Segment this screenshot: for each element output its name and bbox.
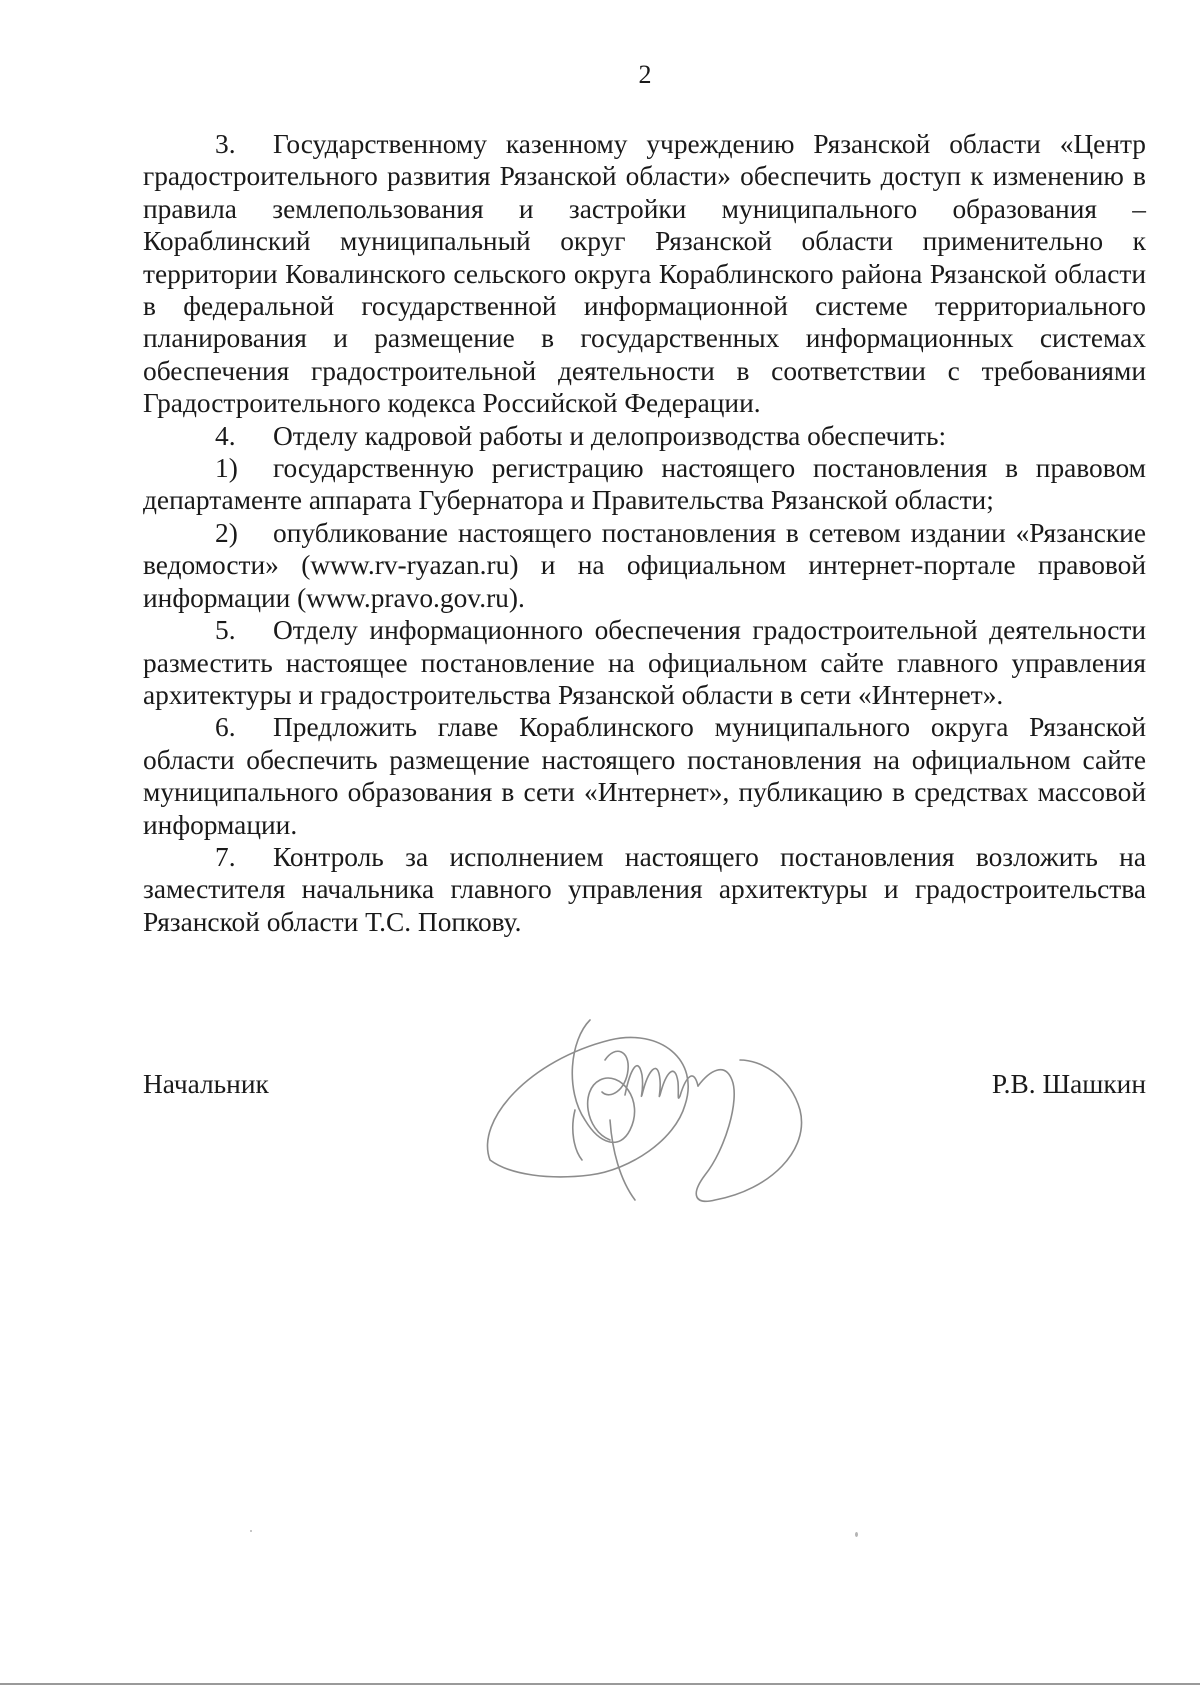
scan-speck <box>250 1530 252 1532</box>
paragraph-number: 3. <box>215 129 236 159</box>
paragraph-number: 5. <box>215 615 236 646</box>
scan-speck <box>855 1532 858 1537</box>
subitem-number: 1) <box>215 453 238 484</box>
subitem-text: государственную регистрацию настоящего постановления в правовом департаменте аппарата Губернатора и Правительства Рязанской области; <box>143 453 1146 516</box>
subitem-2 <box>143 517 1146 614</box>
handwritten-signature <box>470 1000 910 1210</box>
paragraph-number: 6. <box>215 712 236 743</box>
paragraph-7 <box>143 841 1146 938</box>
page-number: 2 <box>638 60 652 89</box>
paragraph-text: Предложить главе Кораблинского муниципального округа Рязанской области обеспечить размещение настоящего постановления на официальном сайте муниципального образования в сети «Интернет», публикацию в средствах массовой информации. <box>143 712 1146 840</box>
paragraph-number: 7. <box>215 841 236 872</box>
paragraph-5 <box>143 614 1146 711</box>
signatory-name: Р.В. Шашкин <box>991 1069 1146 1099</box>
paragraph-text: Отделу кадровой работы и делопроизводства обеспечить: <box>273 420 947 451</box>
signatory-title: Начальник <box>143 1069 269 1099</box>
scan-edge-line <box>0 1683 1200 1685</box>
paragraph-6 <box>143 711 1146 841</box>
document-body <box>143 128 1146 938</box>
subitem-number: 2) <box>215 517 238 548</box>
paragraph-4 <box>143 420 1146 452</box>
paragraph-number: 4. <box>215 420 236 451</box>
paragraph-text: Государственному казенному учреждению Рязанской области «Центр градостроительного развития Рязанской области» обеспечить доступ к изменению в правила землепользования и застройки муниципального образования – Кораблинский муниципальный округ Рязанской области применительно к территории Ковалинского сельского округа Кораблинского района Рязанской области в федеральной государственной информационной системе территориального планирования и размещение в государственных информационных системах обеспечения градостроительной деятельности в соответствии с требованиями Градостроительного кодекса Российской Федерации. <box>143 129 1146 419</box>
paragraph-text: Отделу информационного обеспечения градостроительной деятельности разместить настоящее постановление на официальном сайте главного управления архитектуры и градостроительства Рязанской области в сети «Интернет». <box>143 615 1146 710</box>
paragraph-3 <box>143 128 1146 420</box>
paragraph-text: Контроль за исполнением настоящего постановления возложить на заместителя начальника главного управления архитектуры и градостроительства Рязанской области Т.С. Попкову. <box>143 841 1146 937</box>
subitem-text: опубликование настоящего постановления в сетевом издании «Рязанские ведомости» (www.rv-ryazan.ru) и на официальном интернет-портале правовой информации (www.pravo.gov.ru). <box>143 517 1146 613</box>
subitem-1 <box>143 452 1146 517</box>
